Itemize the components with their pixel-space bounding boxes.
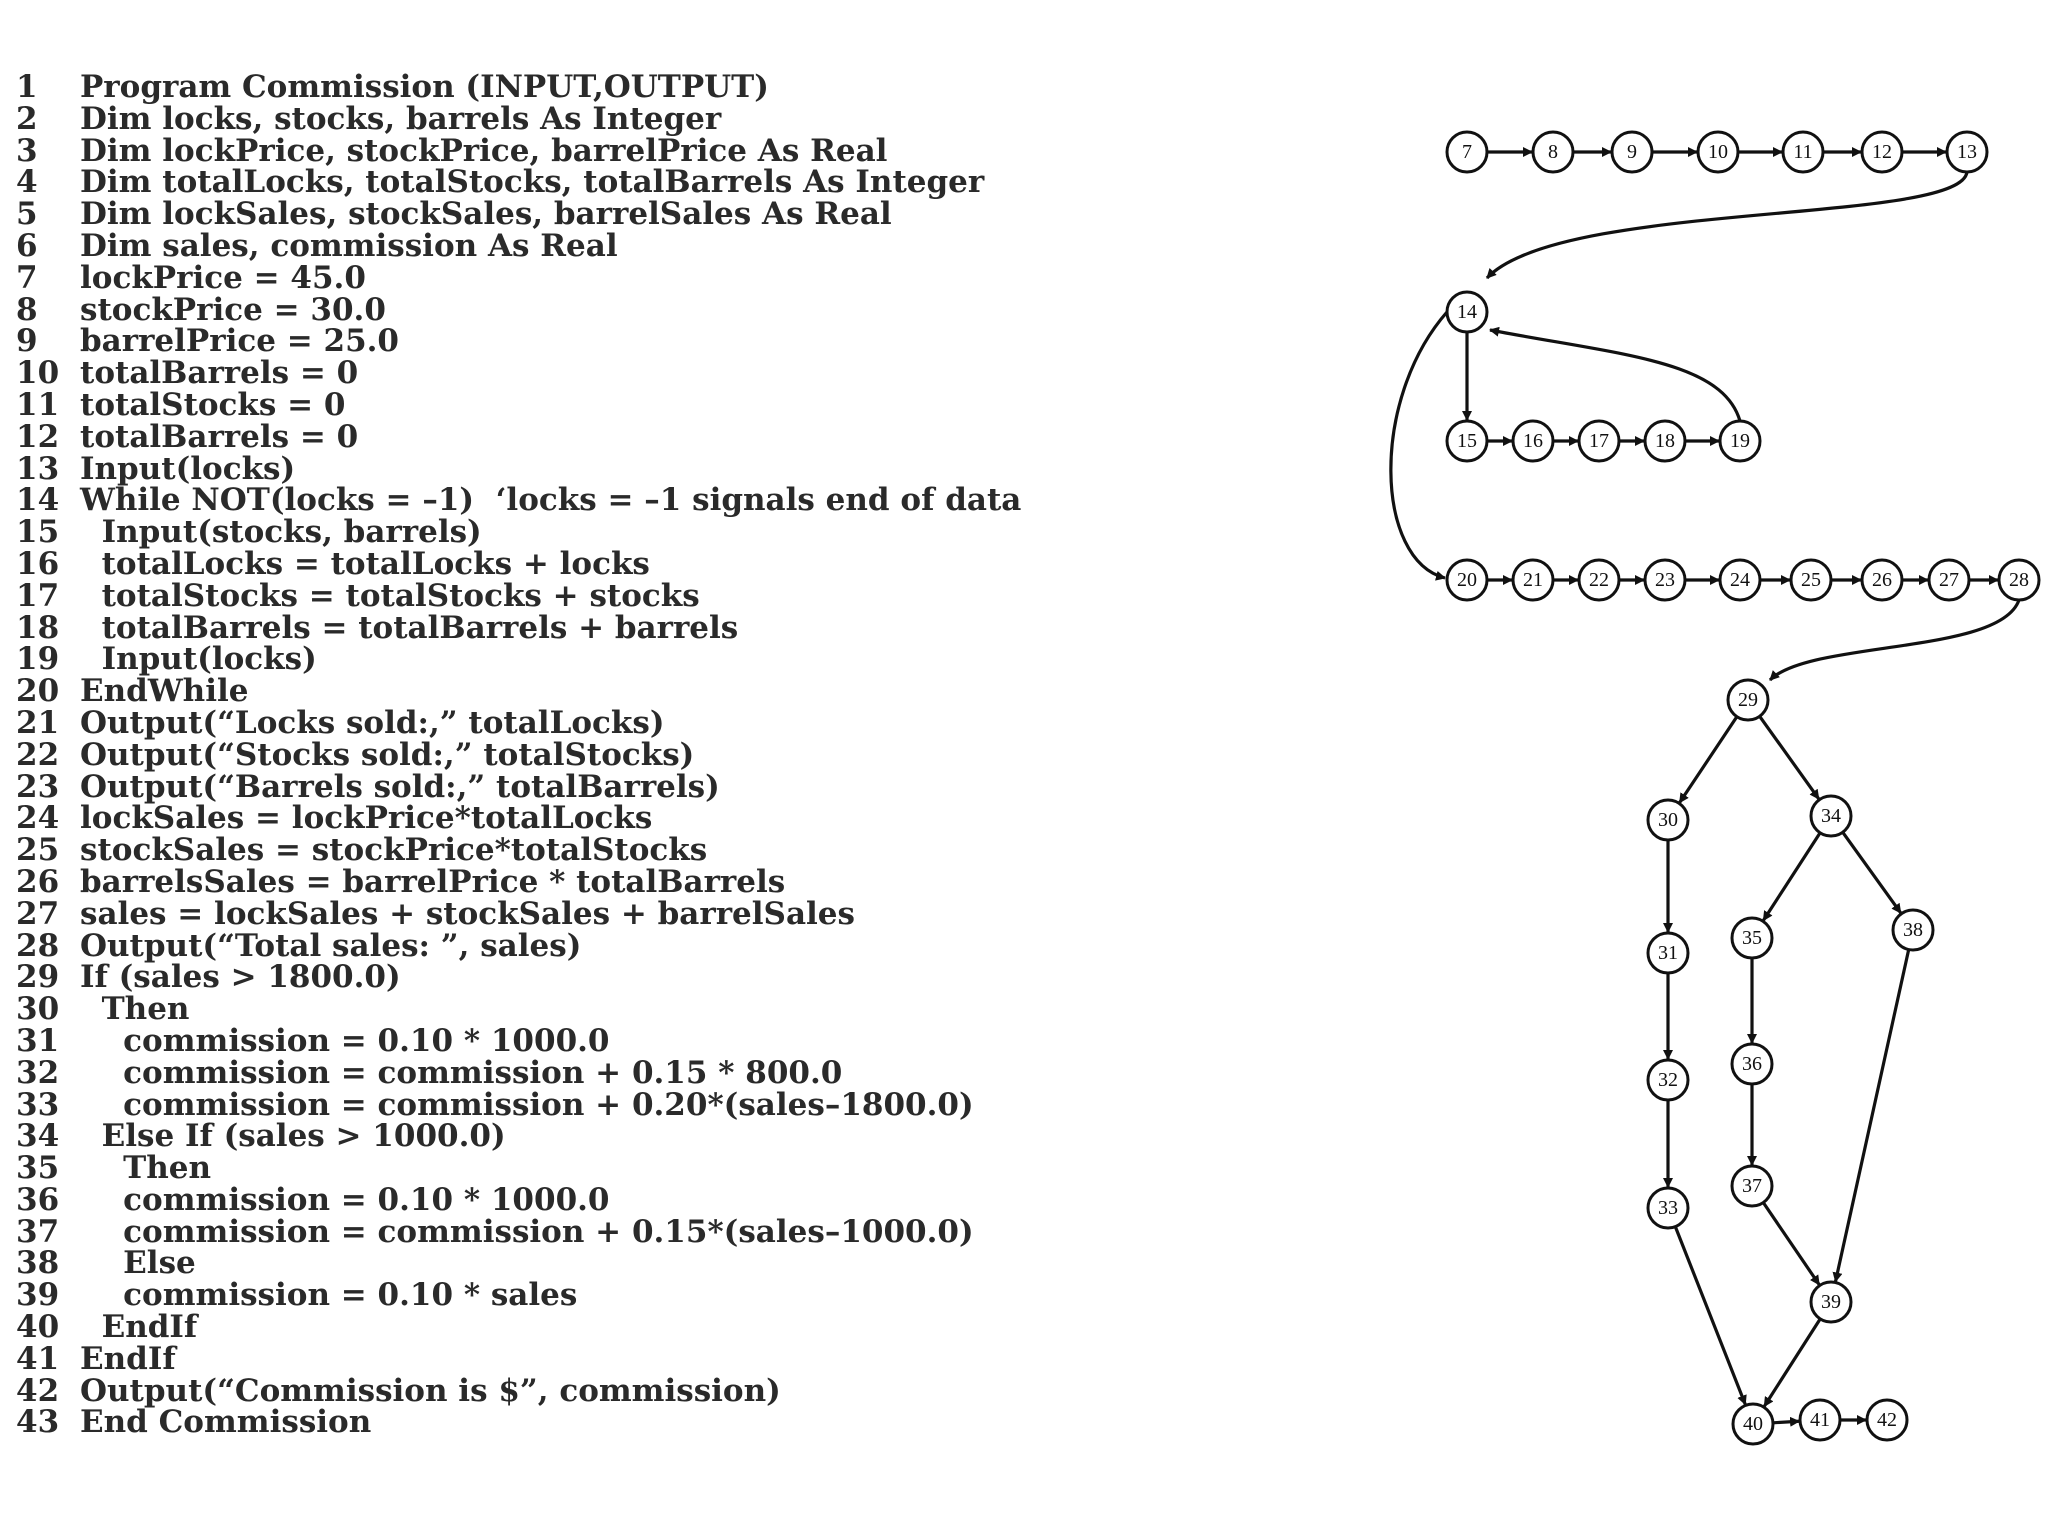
- node-26: [1862, 560, 1902, 600]
- code-text: Input(locks): [80, 641, 317, 678]
- node-label: 21: [1523, 569, 1543, 591]
- node-label: 31: [1658, 942, 1678, 964]
- line-number: 2: [16, 100, 38, 137]
- line-number: 7: [16, 259, 38, 296]
- line-number: 8: [16, 291, 38, 328]
- node-label: 12: [1872, 141, 1892, 163]
- line-number: 40: [16, 1309, 60, 1346]
- node-label: 7: [1462, 141, 1472, 163]
- node-38: [1893, 910, 1933, 950]
- node-label: 27: [1939, 569, 1959, 591]
- code-text: Output(“Locks sold:,” totalLocks): [80, 704, 665, 741]
- node-14: [1447, 292, 1487, 332]
- line-number: 10: [16, 355, 60, 392]
- edge-40-41: [1773, 1421, 1799, 1423]
- code-text: totalBarrels = totalBarrels + barrels: [80, 609, 739, 646]
- node-34: [1811, 796, 1851, 836]
- node-31: [1648, 933, 1688, 973]
- line-number: 1: [16, 69, 38, 105]
- node-42: [1867, 1400, 1907, 1440]
- line-number: 43: [16, 1404, 60, 1441]
- code-text: stockSales = stockPrice*totalStocks: [80, 832, 708, 869]
- node-30: [1648, 800, 1688, 840]
- node-41: [1800, 1400, 1840, 1440]
- graph-nodes: [1447, 132, 2039, 1444]
- edge-29-34: [1760, 716, 1819, 799]
- node-label: 13: [1957, 141, 1977, 163]
- node-label: 28: [2009, 569, 2029, 591]
- line-number: 27: [16, 895, 60, 932]
- line-number: 13: [16, 450, 60, 487]
- code-text: Then: [80, 991, 190, 1028]
- node-label: 24: [1730, 569, 1750, 591]
- line-number: 24: [16, 800, 60, 837]
- code-text: commission = 0.10 * 1000.0: [80, 1022, 610, 1059]
- node-13: [1947, 132, 1987, 172]
- node-10: [1698, 132, 1738, 172]
- node-label: 20: [1457, 569, 1477, 591]
- node-label: 39: [1821, 1291, 1841, 1313]
- code-text: totalBarrels = 0: [80, 355, 359, 392]
- node-33: [1648, 1188, 1688, 1228]
- node-label: 29: [1738, 689, 1758, 711]
- code-text: commission = commission + 0.15*(sales–1000.0): [80, 1213, 974, 1250]
- code-text: commission = 0.10 * sales: [80, 1277, 578, 1314]
- node-9: [1612, 132, 1652, 172]
- line-number: 19: [16, 641, 60, 678]
- line-number: 4: [16, 164, 38, 201]
- line-number: 20: [16, 673, 60, 710]
- node-8: [1533, 132, 1573, 172]
- node-20: [1447, 560, 1487, 600]
- line-number: 25: [16, 832, 60, 869]
- code-text: Dim locks, stocks, barrels As Integer: [80, 100, 722, 137]
- edge-14-20: [1391, 312, 1447, 578]
- node-17: [1579, 421, 1619, 461]
- line-number: 34: [16, 1118, 60, 1155]
- node-label: 16: [1523, 430, 1543, 452]
- node-label: 8: [1548, 141, 1558, 163]
- edge-37-39: [1763, 1203, 1819, 1285]
- line-number: 3: [16, 132, 38, 169]
- code-text: Output(“Stocks sold:,” totalStocks): [80, 736, 695, 773]
- node-label: 42: [1877, 1409, 1897, 1431]
- node-label: 22: [1589, 569, 1609, 591]
- node-label: 33: [1658, 1197, 1678, 1219]
- node-15: [1447, 421, 1487, 461]
- code-text: Output(“Commission is $”, commission): [80, 1372, 781, 1409]
- code-text: Else: [80, 1245, 196, 1282]
- edge-34-38: [1843, 832, 1901, 913]
- node-29: [1728, 680, 1768, 720]
- node-18: [1645, 421, 1685, 461]
- node-label: 19: [1730, 430, 1750, 452]
- line-number: 21: [16, 704, 60, 741]
- node-label: 38: [1903, 919, 1923, 941]
- line-number: 18: [16, 609, 60, 646]
- node-23: [1645, 560, 1685, 600]
- line-number: 35: [16, 1150, 60, 1187]
- code-text: barrelPrice = 25.0: [80, 323, 400, 360]
- node-21: [1513, 560, 1553, 600]
- node-27: [1929, 560, 1969, 600]
- line-number: 41: [16, 1340, 60, 1377]
- line-number: 22: [16, 736, 60, 773]
- line-number: 15: [16, 514, 60, 551]
- code-text: Dim totalLocks, totalStocks, totalBarrels As Integer: [80, 164, 985, 201]
- node-label: 23: [1655, 569, 1675, 591]
- code-text: EndIf: [80, 1309, 198, 1346]
- line-number: 16: [16, 545, 60, 582]
- node-32: [1648, 1060, 1688, 1100]
- code-text: Output(“Barrels sold:,” totalBarrels): [80, 768, 720, 805]
- line-number: 6: [16, 227, 38, 264]
- code-text: Dim sales, commission As Real: [80, 227, 618, 264]
- node-35: [1732, 918, 1772, 958]
- node-7: [1447, 132, 1487, 172]
- node-label: 34: [1821, 805, 1841, 827]
- line-number: 14: [16, 482, 60, 519]
- line-number: 5: [16, 196, 38, 233]
- code-text: barrelsSales = barrelPrice * totalBarrels: [80, 863, 786, 900]
- node-label: 10: [1708, 141, 1728, 163]
- edge-13-14: [1487, 172, 1967, 278]
- node-22: [1579, 560, 1619, 600]
- node-19: [1720, 421, 1760, 461]
- code-text: totalStocks = 0: [80, 386, 346, 423]
- node-label: 40: [1743, 1413, 1763, 1435]
- line-number: 31: [16, 1022, 60, 1059]
- node-39: [1811, 1282, 1851, 1322]
- code-text: If (sales > 1800.0): [80, 959, 401, 996]
- node-12: [1862, 132, 1902, 172]
- line-number: 33: [16, 1086, 60, 1123]
- line-number: 12: [16, 418, 60, 455]
- node-label: 18: [1655, 430, 1675, 452]
- node-37: [1732, 1166, 1772, 1206]
- line-number: 26: [16, 863, 60, 900]
- code-text: EndWhile: [80, 673, 249, 710]
- line-number: 42: [16, 1372, 60, 1409]
- line-number: 11: [16, 386, 60, 423]
- code-text: Input(locks): [80, 450, 296, 487]
- code-text: totalStocks = totalStocks + stocks: [80, 577, 700, 614]
- line-number: 17: [16, 577, 60, 614]
- node-label: 9: [1627, 141, 1637, 163]
- node-24: [1720, 560, 1760, 600]
- node-label: 41: [1810, 1409, 1830, 1431]
- node-label: 25: [1801, 569, 1821, 591]
- code-text: EndIf: [80, 1340, 176, 1377]
- line-number: 37: [16, 1213, 60, 1250]
- code-text: lockSales = lockPrice*totalLocks: [80, 800, 653, 837]
- node-label: 30: [1658, 809, 1678, 831]
- node-25: [1791, 560, 1831, 600]
- edge-29-30: [1680, 717, 1737, 803]
- code-text: sales = lockSales + stockSales + barrelSales: [80, 895, 855, 932]
- code-text: commission = commission + 0.15 * 800.0: [80, 1054, 843, 1091]
- code-text: Dim lockSales, stockSales, barrelSales As Real: [80, 196, 892, 233]
- line-number: 32: [16, 1054, 60, 1091]
- edge-19-14: [1490, 330, 1740, 421]
- code-text: Input(stocks, barrels): [80, 514, 482, 551]
- line-number: 36: [16, 1181, 60, 1218]
- code-text: stockPrice = 30.0: [80, 291, 386, 328]
- edge-33-40: [1675, 1227, 1745, 1405]
- code-text: Program Commission (INPUT,OUTPUT): [80, 69, 769, 105]
- code-text: Then: [80, 1150, 212, 1187]
- line-number: 29: [16, 959, 60, 996]
- line-number: 9: [16, 323, 38, 360]
- code-text: commission = commission + 0.20*(sales–1800.0): [80, 1086, 974, 1123]
- node-label: 37: [1742, 1175, 1762, 1197]
- line-number: 30: [16, 991, 60, 1028]
- node-label: 14: [1457, 301, 1477, 323]
- code-text: totalLocks = totalLocks + locks: [80, 545, 650, 582]
- line-number: 23: [16, 768, 60, 805]
- node-16: [1513, 421, 1553, 461]
- code-text: lockPrice = 45.0: [80, 259, 366, 296]
- node-36: [1732, 1044, 1772, 1084]
- line-number: 28: [16, 927, 60, 964]
- edge-28-29: [1770, 600, 2019, 680]
- node-label: 35: [1742, 927, 1762, 949]
- code-text: totalBarrels = 0: [80, 418, 359, 455]
- line-number: 39: [16, 1277, 60, 1314]
- node-label: 36: [1742, 1053, 1762, 1075]
- node-label: 11: [1793, 141, 1813, 163]
- code-text: While NOT(locks = –1) ‘locks = –1 signals end of data: [80, 482, 1022, 519]
- code-text: Else If (sales > 1000.0): [80, 1118, 506, 1155]
- node-11: [1783, 132, 1823, 172]
- code-text: commission = 0.10 * 1000.0: [80, 1181, 610, 1218]
- line-number: 38: [16, 1245, 60, 1282]
- node-label: 17: [1589, 430, 1609, 452]
- node-label: 15: [1457, 430, 1477, 452]
- node-label: 32: [1658, 1069, 1678, 1091]
- code-text: Dim lockPrice, stockPrice, barrelPrice As Real: [80, 132, 888, 169]
- graph-edges: [1391, 152, 2019, 1423]
- edge-38-39: [1836, 950, 1909, 1282]
- code-text: End Commission: [80, 1404, 372, 1441]
- edge-39-40: [1764, 1319, 1820, 1406]
- edge-34-35: [1763, 833, 1820, 921]
- node-label: 26: [1872, 569, 1892, 591]
- node-28: [1999, 560, 2039, 600]
- code-text: Output(“Total sales: ”, sales): [80, 927, 582, 964]
- node-40: [1733, 1404, 1773, 1444]
